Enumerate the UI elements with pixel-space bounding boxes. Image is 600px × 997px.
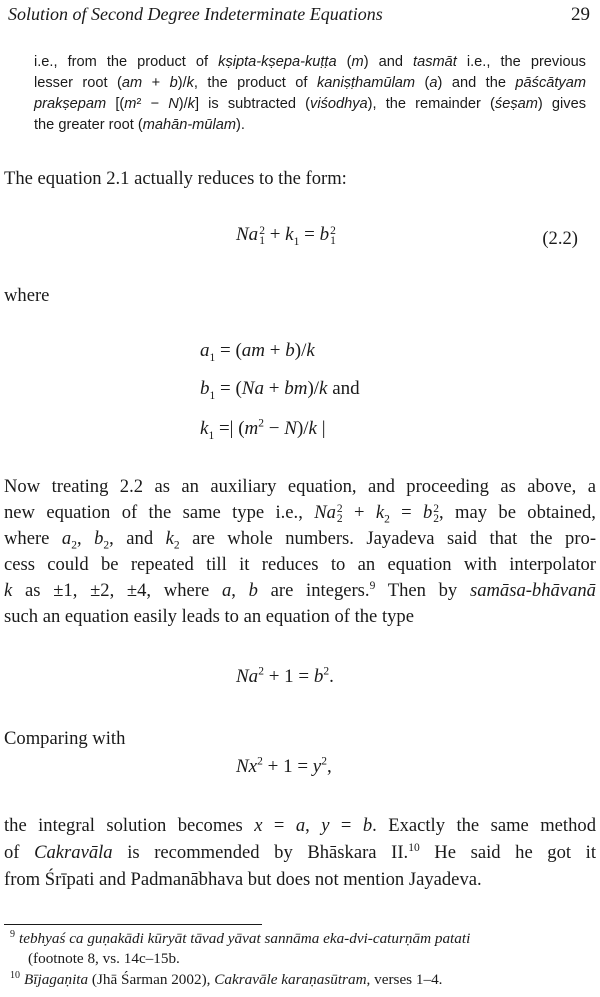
paragraph-line: where $a_2$, $b_2$, and $k_2$ are whole numbers. Jayadeva said that the pro- <box>4 528 597 552</box>
definition-b1: $b_1 = (Na + bm)/k$ and <box>200 378 360 402</box>
quote-line: prakṣepam [(m² − N)/k] is subtracted (viśodhya), the remainder (śeṣam) gives <box>34 96 586 112</box>
paragraph-line: of Cakravāla is recommended by Bhāskara II.$^{10}$ He said he got it <box>4 841 597 863</box>
running-header <box>8 4 590 28</box>
definition-k1: $k_1$ =| $(m^2 - N)/k$ | <box>200 417 326 442</box>
paragraph-line: cess could be repeated till it reduces to an equation with interpolator <box>4 554 596 575</box>
footnote-rule <box>4 924 262 925</box>
footnote-9: $^9$ tebhyaś ca guṇakādi kūryāt tāvad yāvat sannāma eka-dvi-caturṇām patati (footnote 8, vs. 14c–15b. <box>10 928 471 967</box>
footnote-10: $^{10}$ Bījagaṇita (Jhā Śarman 2002), Cakravāle karaṇasūtram, verses 1–4. <box>10 969 443 988</box>
paragraph-line: the integral solution becomes x = a, y = b. Exactly the same method <box>4 815 596 836</box>
quote-line: lesser root (am + b)/k, the product of kaniṣṭhamūlam (a) and the pāścātyam <box>34 75 586 91</box>
paragraph-line: such an equation easily leads to an equation of the type <box>4 606 414 627</box>
paragraph-line: new equation of the same type i.e., Na 2 2 + $k_2 = b$ 2 2 , may be obtained, <box>4 502 596 526</box>
paragraph-line: Now treating 2.2 as an auxiliary equation, and proceeding as above, a <box>4 476 596 497</box>
page-number: 29 <box>571 4 590 25</box>
running-title: Solution of Second Degree Indeterminate Equations <box>8 4 383 24</box>
paragraph-line: k as ±1, ±2, ±4, where a, b are integers.$^9$ Then by samāsa-bhāvanā <box>4 579 596 601</box>
equation-pell-ab: $Na^2 + 1 = b^2$. <box>236 665 334 687</box>
definition-a1: $a_1 = (am + b)/k$ <box>200 340 315 364</box>
footnote-ref: 10 <box>408 841 420 854</box>
comparing-label: Comparing with <box>4 728 126 749</box>
quote-line: i.e., from the product of kṣipta-kṣepa-kuṭṭa (m) and tasmāt i.e., the previous <box>34 54 586 70</box>
equation-2-2: Na 2 1 + $k_1 = b$ 2 1 <box>236 224 336 248</box>
quote-line: the greater root (mahān-mūlam). <box>34 117 245 133</box>
paragraph-intro: The equation 2.1 actually reduces to the form: <box>4 168 347 189</box>
where-label: where <box>4 285 50 306</box>
footnote-ref: 9 <box>369 579 376 592</box>
equation-number: (2.2) <box>542 228 578 249</box>
paragraph-line: from Śrīpati and Padmanābhava but does not mention Jayadeva. <box>4 869 482 890</box>
translation-quote <box>34 52 586 136</box>
equation-pell-xy: $Nx^2 + 1 = y^2$, <box>236 755 332 777</box>
